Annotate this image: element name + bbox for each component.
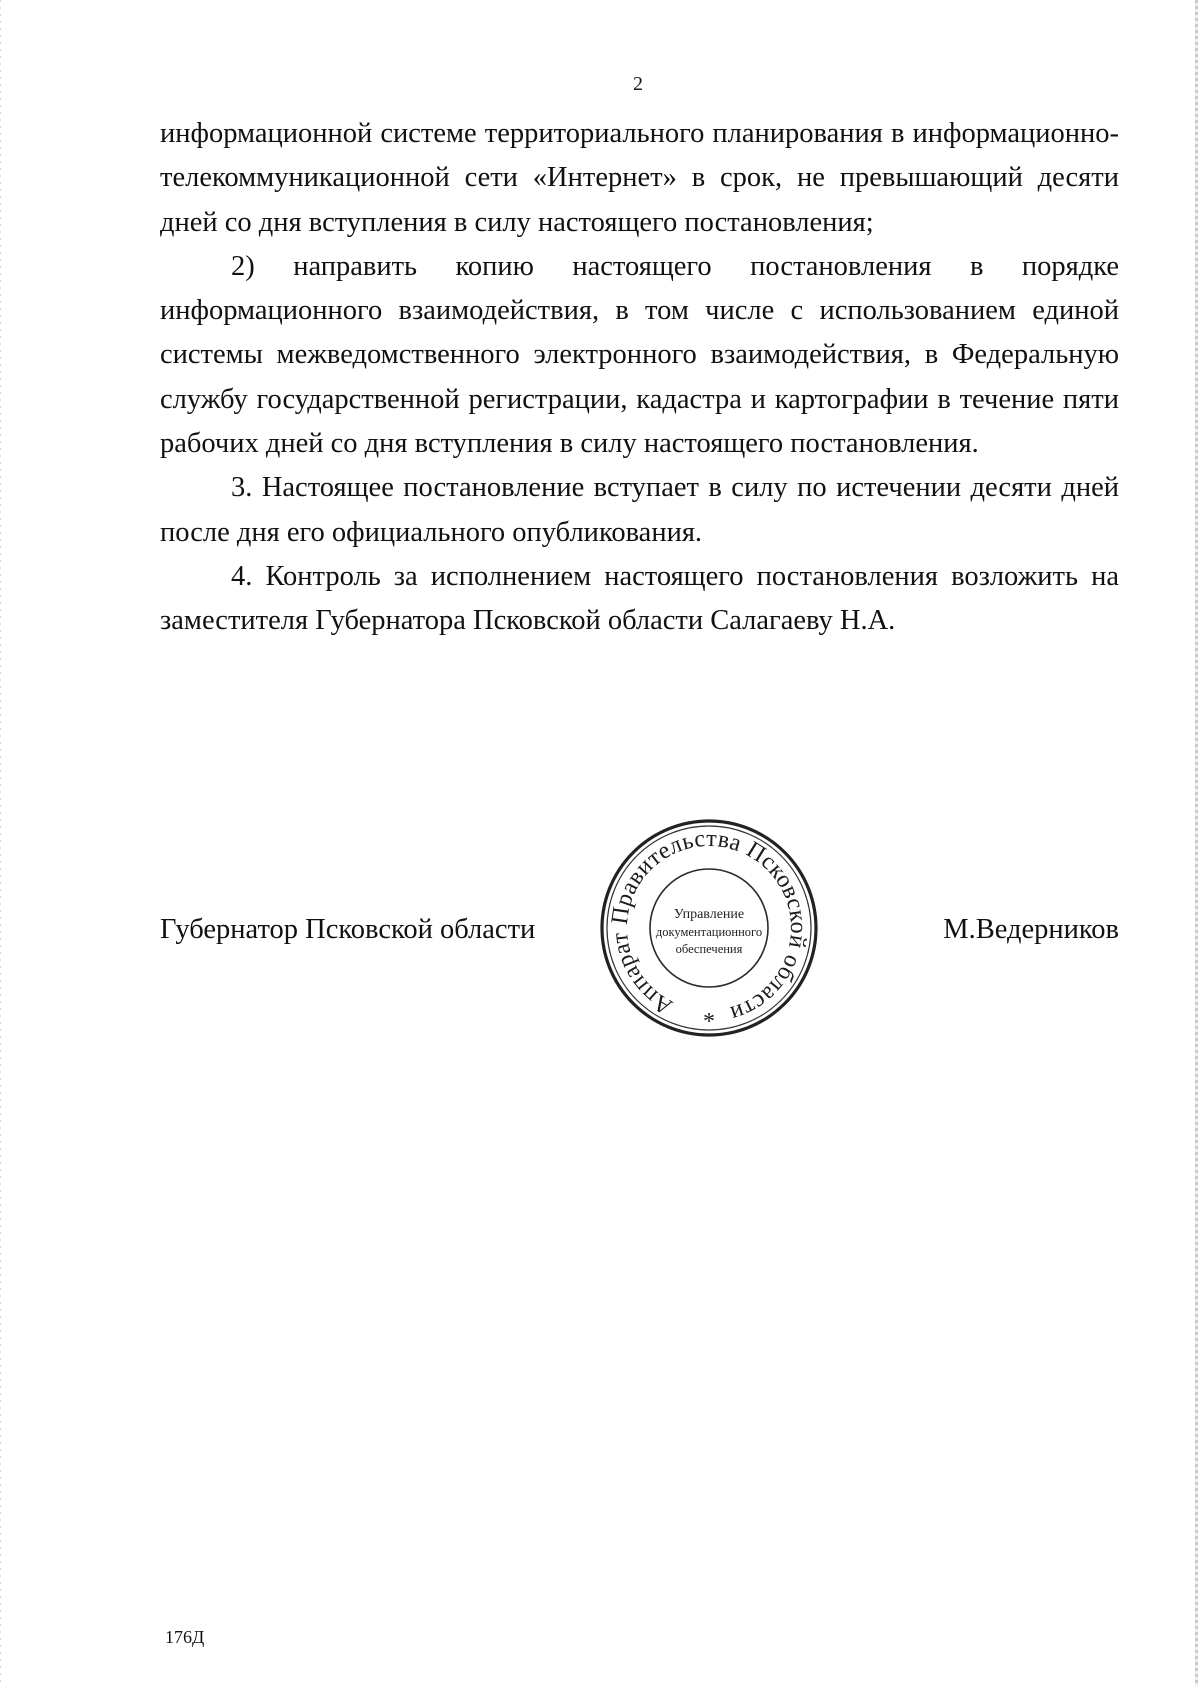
signatory-title: Губернатор Псковской области <box>160 914 536 945</box>
paragraph-item-2: 2) направить копию настоящего постановления в порядке информационного взаимодействия, в том числе с использованием единой системы межведомственного электронного взаимодействия, в Федеральную службу государственной регистрации, кадастра и картографии в течение пяти рабочих дней со дня вступления в силу настоящего постановления. <box>160 250 1119 460</box>
seal-star-icon: * <box>703 1009 715 1035</box>
document-body <box>160 112 1119 644</box>
seal-center-line-3: обеспечения <box>675 942 743 956</box>
seal-center-line-2: документационного <box>655 925 763 939</box>
paragraph-item-4: 4. Контроль за исполнением настоящего постановления возложить на заместителя Губернатора Псковской области Салагаеву Н.А. <box>160 560 1119 637</box>
page-number: 2 <box>633 73 643 95</box>
document-code: 176Д <box>165 1627 205 1647</box>
seal-ring-text: Аппарат Правительства Псковской области <box>606 825 812 1027</box>
signatory-name: М.Ведерников <box>943 914 1119 945</box>
official-seal-stamp <box>598 817 820 1039</box>
scan-edge-left <box>0 0 1 1686</box>
scan-edge-right <box>1195 0 1198 1686</box>
paragraph-item-3: 3. Настоящее постановление вступает в силу по истечении десяти дней после дня его официального опубликования. <box>160 472 1119 548</box>
paragraph-continuation: информационной системе территориального планирования в информационно-телекоммуникационной сети «Интернет» в срок, не превышающий десяти дней со дня вступления в силу настоящего постановления; <box>160 118 1119 238</box>
seal-center-line-1: Управление <box>673 907 745 922</box>
seal-icon <box>598 817 820 1039</box>
